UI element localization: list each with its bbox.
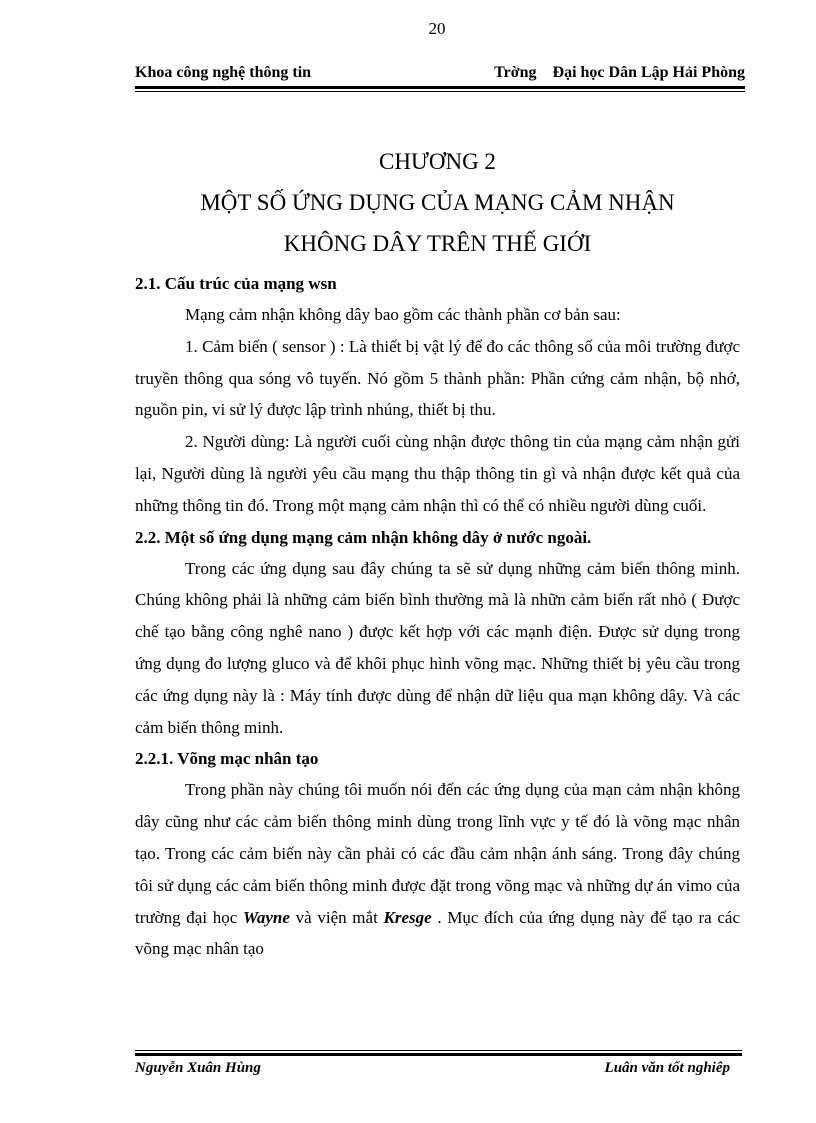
header-rule-thin (135, 91, 745, 92)
header-university-word: Trờng (494, 64, 537, 81)
paragraph-text-part1: Trong phần này chúng tôi muốn nói đến các ứng dụng của mạn cảm nhận không dây cũng như các cảm biến thông minh dùng trong lĩnh vực y tế đó là võng mạc nhân tạo. Trong các cảm biến này cần phải có các đầu cảm nhận ánh sáng. Trong đây chúng tôi sử dụng các cảm biến thông minh được đặt trong võng mạc và những dự án vimo của trường đại học (135, 780, 740, 927)
header-university-name: Đại học Dân Lập Hải Phòng (552, 64, 745, 81)
section-2-1-intro: Mạng cảm nhận không dây bao gồm các thành phần cơ bản sau: (185, 305, 621, 324)
page-number: 20 (428, 19, 446, 38)
header-university (494, 62, 745, 84)
chapter-title-line2: KHÔNG DÂY TRÊN THẾ GIỚI (283, 231, 592, 256)
section-2-2-paragraph: Trong các ứng dụng sau đây chúng ta sẽ sử dụng những cảm biến thông minh. Chúng không phải là những cảm biến bình thường mà là nhữn cảm biến rất nhỏ ( Được chế tạo bằng công nghê nano ) được kết hợp với các mạnh điện. Được sử dụng trong ứng dụng đo lượng gluco và để khôi phục hình võng mạc. Những thiết bị yêu cầu trong các ứng dụng này là : Máy tính được dùng để nhận dữ liệu qua mạn không dây. Và các cảm biến thông minh. (135, 558, 740, 737)
section-heading-2-2: 2.2. Một số ứng dụng mạng cảm nhận không dây ở nước ngoài. (135, 527, 592, 547)
page-body (135, 141, 740, 965)
section-2-2-1-paragraph (135, 774, 740, 965)
page-header (135, 62, 745, 84)
paragraph-text-part2: và viện mắt (289, 907, 384, 927)
section-heading-2-1: 2.1. Cấu trúc của mạng wsn (135, 274, 337, 293)
footer-author: Nguyễn Xuân Hùng (135, 1060, 261, 1076)
paragraph-text-part3: . Mục đích của ứng dụng này để tạo ra các võng mạc nhân tạo (135, 907, 741, 959)
section-2-1-item1: 1. Cảm biến ( sensor ) : Là thiết bị vật lý để đo các thông số của môi trường được truyền thông qua sóng vô tuyến. Nó gồm 5 thành phần: Phần cứng cảm nhận, bộ nhớ, nguồn pin, vi sử lý được lập trình nhúng, thiết bị thu. (135, 336, 740, 420)
header-department: Khoa công nghệ thông tin (135, 64, 312, 81)
section-2-1-item2: 2. Người dùng: Là người cuối cùng nhận được thông tin của mạng cảm nhận gửi lại, Người dùng là người yêu cầu mạng thu thập thông tin gì và nhận được kết quả của những thông tin đó. Trong một mạng cảm nhận thì có thể có nhiều người dùng cuối. (135, 432, 740, 515)
chapter-number: CHƯƠNG 2 (379, 149, 496, 174)
section-heading-2-2-1: 2.2.1. Võng mạc nhân tạo (135, 749, 319, 769)
footer-rule-thin (135, 1050, 742, 1051)
footer-thesis: Luân văn tốt nghiêp (604, 1060, 730, 1076)
emphasis-wayne: Wayne (243, 907, 290, 927)
header-rule-thick (135, 86, 745, 89)
chapter-title-line1: MỘT SỐ ỨNG DỤNG CỦA MẠNG CẢM NHẬN (200, 190, 675, 215)
footer-rule-thick (135, 1053, 742, 1056)
emphasis-kresge: Kresge (383, 907, 432, 927)
